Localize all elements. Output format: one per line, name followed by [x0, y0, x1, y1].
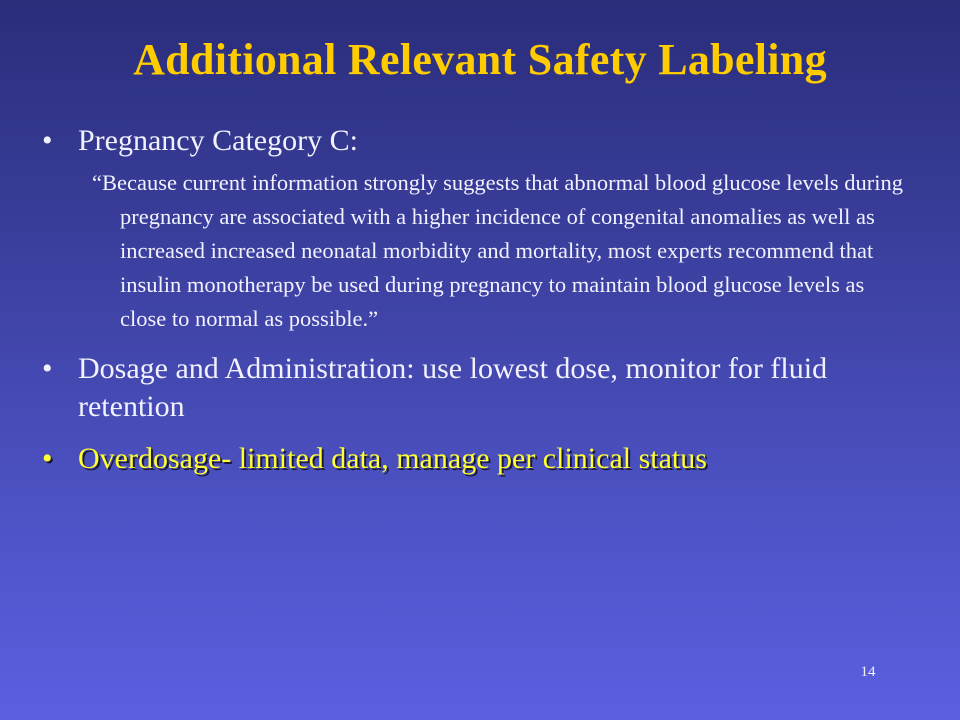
bullet-pregnancy-category	[40, 122, 910, 160]
pregnancy-quote: “Because current information strongly suggests that abnormal blood glucose levels during pregnancy are associated with a higher incidence of congenital anomalies as well as increased increased neonatal morbidity and mortality, most experts recommend that insulin monotherapy be used during pregnancy to maintain blood glucose levels as close to normal as possible.”	[92, 170, 904, 331]
bullet-text: Dosage and Administration: use lowest dose, monitor for fluid retention	[78, 352, 828, 423]
bullet-marker: •	[42, 124, 53, 157]
bullet-marker: •	[42, 442, 53, 475]
bullet-marker: •	[42, 352, 53, 385]
bullet-text: Pregnancy Category C:	[78, 124, 358, 157]
bullet-text: Overdosage- limited data, manage per clinical status	[78, 442, 707, 475]
bullet-overdosage	[40, 440, 910, 478]
slide-title: Additional Relevant Safety Labeling	[133, 35, 827, 84]
page-number: 14	[860, 664, 876, 680]
bullet-dosage-administration	[40, 350, 910, 426]
bullet-list	[40, 122, 910, 478]
